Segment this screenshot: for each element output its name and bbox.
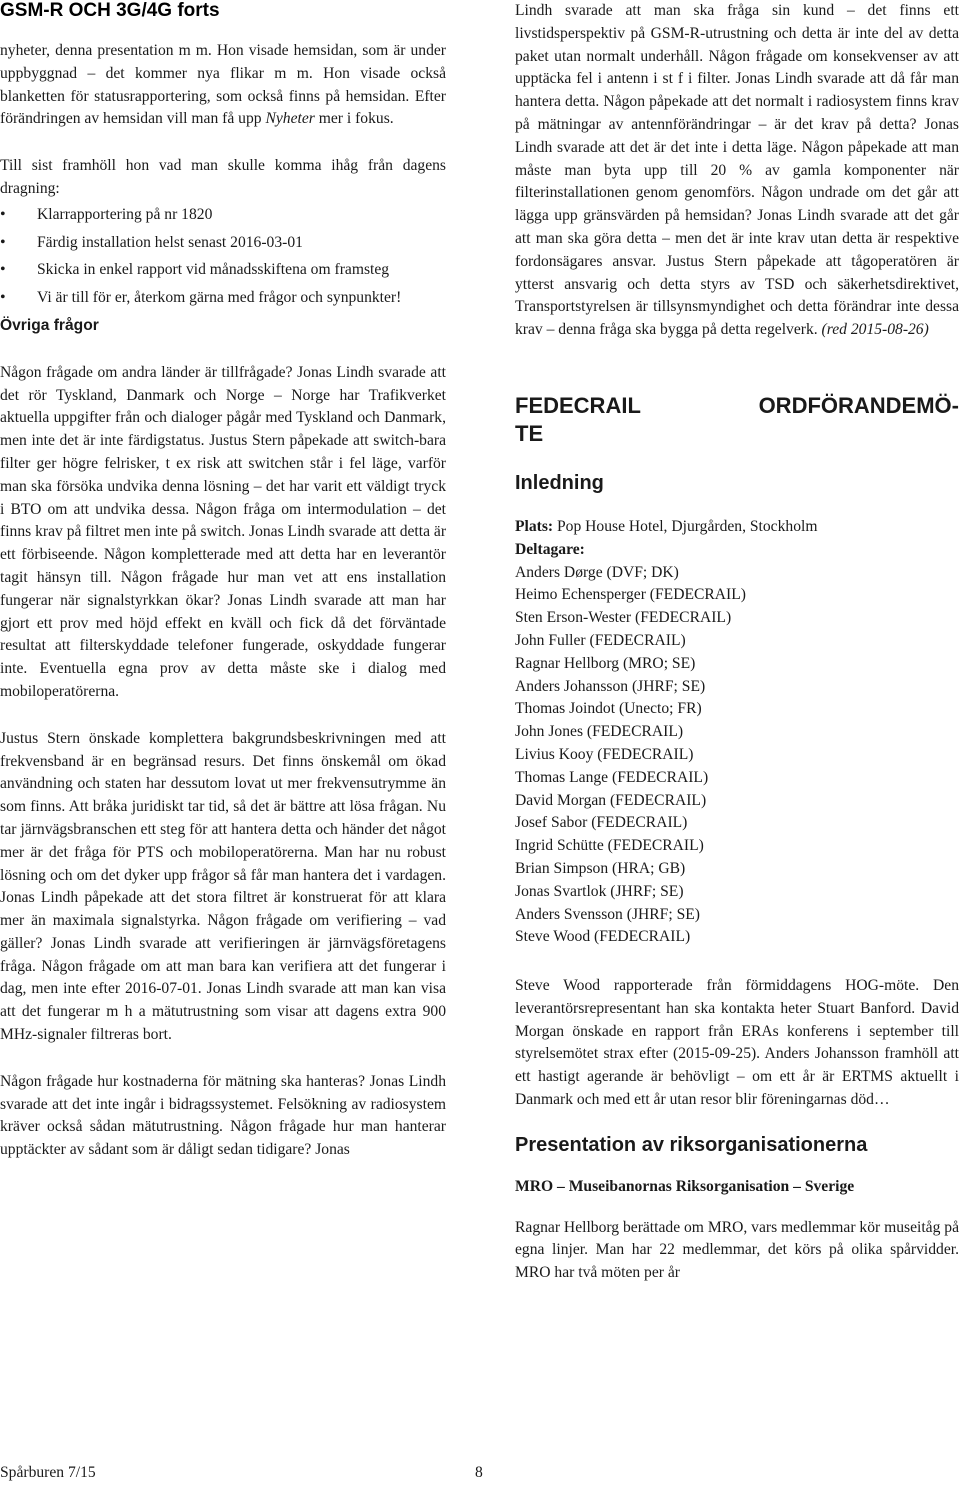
editor-note: (red 2015-08-26) [821, 321, 929, 339]
venue-line [515, 516, 959, 539]
paragraph: Någon frågade om andra länder är tillfrågade? Jonas Lindh svarade att det rör Tyskland, Danmark och Norge – Norge har Trafikverket aktuella uppgifter från och dialoger pågår med Tyskland och Danmark, men inte det är inte färdigstatus. Justus Stern påpekade att switch-bara filter ger högre felrisker, t ex risk att switchen står i fel läge, varför man ska försöka undvika denna lösning – det har varit ett väldigt tryck i BTO om att undvika dessa. Någon fråga om intermodulation – det finns krav på filtret men inte på switch. Jonas Lindh svarade att detta är ett förbiseende. Någon kompletterade med att detta har en leverantör tagit hänsyn till. Någon frågade hur man vet att ens installation fungerar när signalstyrkkan ökar? Jonas Lindh svarade att man har gjort ett prov med höjd effekt en kväll och fick då det förväntade resultat att filterskyddade telefoner fungerade, oskyddade fungerar inte. Eventuella egna prov av detta måste ske i dialog med mobiloperatörerna. [0, 363, 447, 700]
bullet-item: • Färdig installation helst senast 2016-03-01 [0, 232, 446, 255]
section-heading-inledning: Inledning [515, 471, 604, 494]
paragraph: Till sist framhöll hon vad man skulle komma ihåg från dagens dragning: [0, 157, 446, 197]
participant: Steve Wood (FEDECRAIL) [515, 928, 691, 946]
paragraph: Steve Wood rapporterade från förmiddagens HOG-möte. Den leverantörsrepresentant han ska kontakta heter Stuart Banford. David Morgan önskade en rapport från ERAs konferens i september till styrelsemötet strax efter (2015-09-25). Anders Johansson framhöll att ett hastigt agerande är behövligt – om ett år är ERTMS aktuellt i Danmark och med ett år utan resor blir föreningarnas död… [515, 977, 959, 1109]
paragraph [0, 40, 446, 131]
participant: John Fuller (FEDECRAIL) [515, 631, 686, 649]
footer-page-number: 8 [475, 1464, 483, 1481]
article-title [515, 392, 959, 448]
participant: Brian Simpson (HRA; GB) [515, 859, 686, 877]
participant: David Morgan (FEDECRAIL) [515, 791, 707, 809]
participant: Anders Svensson (JHRF; SE) [515, 905, 700, 923]
paragraph [515, 0, 959, 342]
participant: Thomas Joindot (Unecto; FR) [515, 700, 702, 718]
participant: Josef Sabor (FEDECRAIL) [515, 814, 688, 832]
participants-label: Deltagare: [515, 540, 585, 558]
page-header: GSM-R OCH 3G/4G forts [0, 0, 220, 21]
bullet-item: • Klarrapportering på nr 1820 [0, 204, 446, 227]
bullet-item: • Skicka in enkel rapport vid månadsskiftena om framsteg [0, 259, 446, 282]
participant: Livius Kooy (FEDECRAIL) [515, 745, 694, 763]
paragraph-text: Lindh svarade att man ska fråga sin kund – det finns ett livstidsperspektiv på GSM-R-utrustning och detta är inte del av detta paket utan normalt underhåll. Någon frågade om konsekvenser av att upptäcka fel i antenn i st f i filter. Jonas Lindh svarade att då får man hantera detta. Någon påpekade att det normalt i radiosystem finns krav på mätningar av antennförändringar – är det krav på detta? Jonas Lindh svarade att det är det inte i detta läge. Någon påpekade att man måste man byta upp till 20 % av gamla komponenter när filterinstallationen genom genomförs. Någon undrade om det går att lägga upp gränsvärden på hemsidan? Jonas Lindh svarade att det går att man ska göra detta – men det är inte krav utan detta är respektive fordonsägares ansvar. Justus Stern påpekade att tågoperatören är ytterst ansvarig och detta styrs av TSD och säkerhetsdirektivet, Transportstyrelsen är tillsynsmyndighet och detta förändrar inte dessa krav – denna fråga ska bygga på detta regelverk. [515, 2, 959, 339]
participant: Ingrid Schütte (FEDECRAIL) [515, 837, 704, 855]
venue-label: Plats: [515, 517, 554, 535]
article-title-line: FEDECRAIL ORDFÖRANDEMÖ- [515, 392, 959, 418]
participant: Heimo Echensperger (FEDECRAIL) [515, 586, 746, 604]
paragraph: Justus Stern önskade komplettera bakgrundsbeskrivningen med att frekvensband är en begränsad resurs. Det finns önskemål om ökad användning och staten har dessutom lovat ut mer frekvensutrymme än som finns. Att bråka juridiskt tar tid, så det är bättre att lösa frågan. Nu tar järnvägsbranschen ett steg för att hantera detta och händer det något mer är det fråga för PTS och mobiloperatörerna. Man har nu robust lösning och om det dyker upp frågor så får man hantera det i vardagen. Jonas Lindh påpekade att det stora filtret är konstruerat för att klara mer än maximala signalstyrka. Någon frågade om verifiering – vad gäller? Jonas Lindh svarade att verifieringen är järnvägsföretagens fråga. Någon frågade om att man bara kan verifiera att det fungerar i dag, men inte efter 2016-07-01. Jonas Lindh svarade att man kan visa att det fungerar m h a mätutrustning som visar att dagens extra 900 MHz-signaler filtreras bort. [0, 729, 446, 1044]
section-heading-presentation: Presentation av riksorganisationerna [515, 1133, 868, 1156]
bullet-item: • Vi är till för er, återkom gärna med frågor och synpunkter! [0, 287, 446, 310]
left-column [0, 40, 446, 1162]
participant: Thomas Lange (FEDECRAIL) [515, 768, 709, 786]
footer-publication: Spårburen 7/15 [0, 1464, 96, 1481]
participant: Anders Johansson (JHRF; SE) [515, 677, 706, 695]
bullet-list [0, 204, 446, 310]
participant: Ragnar Hellborg (MRO; SE) [515, 654, 696, 672]
paragraph: Ragnar Hellborg berättade om MRO, vars medlemmar kör museitåg på egna linjer. Man har 22 medlemmar, det körs på olika spårvidder. MRO har två möten per år [515, 1218, 960, 1282]
paragraph-text: mer i fokus. [314, 110, 394, 128]
right-column [515, 0, 959, 1285]
participant-list [515, 562, 959, 950]
italic-term: Nyheter [265, 110, 315, 128]
participant: Anders Dørge (DVF; DK) [515, 563, 679, 581]
article-title-line: TE [515, 420, 544, 446]
organisation-heading: MRO – Museibanornas Riksorganisation – Sverige [515, 1177, 855, 1195]
paragraph-text: nyheter, denna presentation m m. Hon visade hemsidan, som är under uppbyggnad – det kommer nya flikar m m. Hon visade också blanketten för statusrapportering, som också finns på hemsidan. Efter förändringen av hemsidan vill man få upp [0, 42, 446, 128]
venue-value: Pop House Hotel, Djurgården, Stockholm [553, 517, 818, 535]
section-subheading: Övriga frågor [0, 316, 99, 334]
participant: Jonas Svartlok (JHRF; SE) [515, 882, 684, 900]
participant: John Jones (FEDECRAIL) [515, 723, 684, 741]
participant: Sten Erson-Wester (FEDECRAIL) [515, 609, 732, 627]
paragraph: Någon frågade hur kostnaderna för mätning ska hanteras? Jonas Lindh svarade att det inte ingår i bidragssystemet. Felsökning av radiosystem kräver också sådan mätutrustning. Någon frågade hur man hanterar upptäckter av sådant som är dåligt sedan tidigare? Jonas [0, 1072, 446, 1159]
